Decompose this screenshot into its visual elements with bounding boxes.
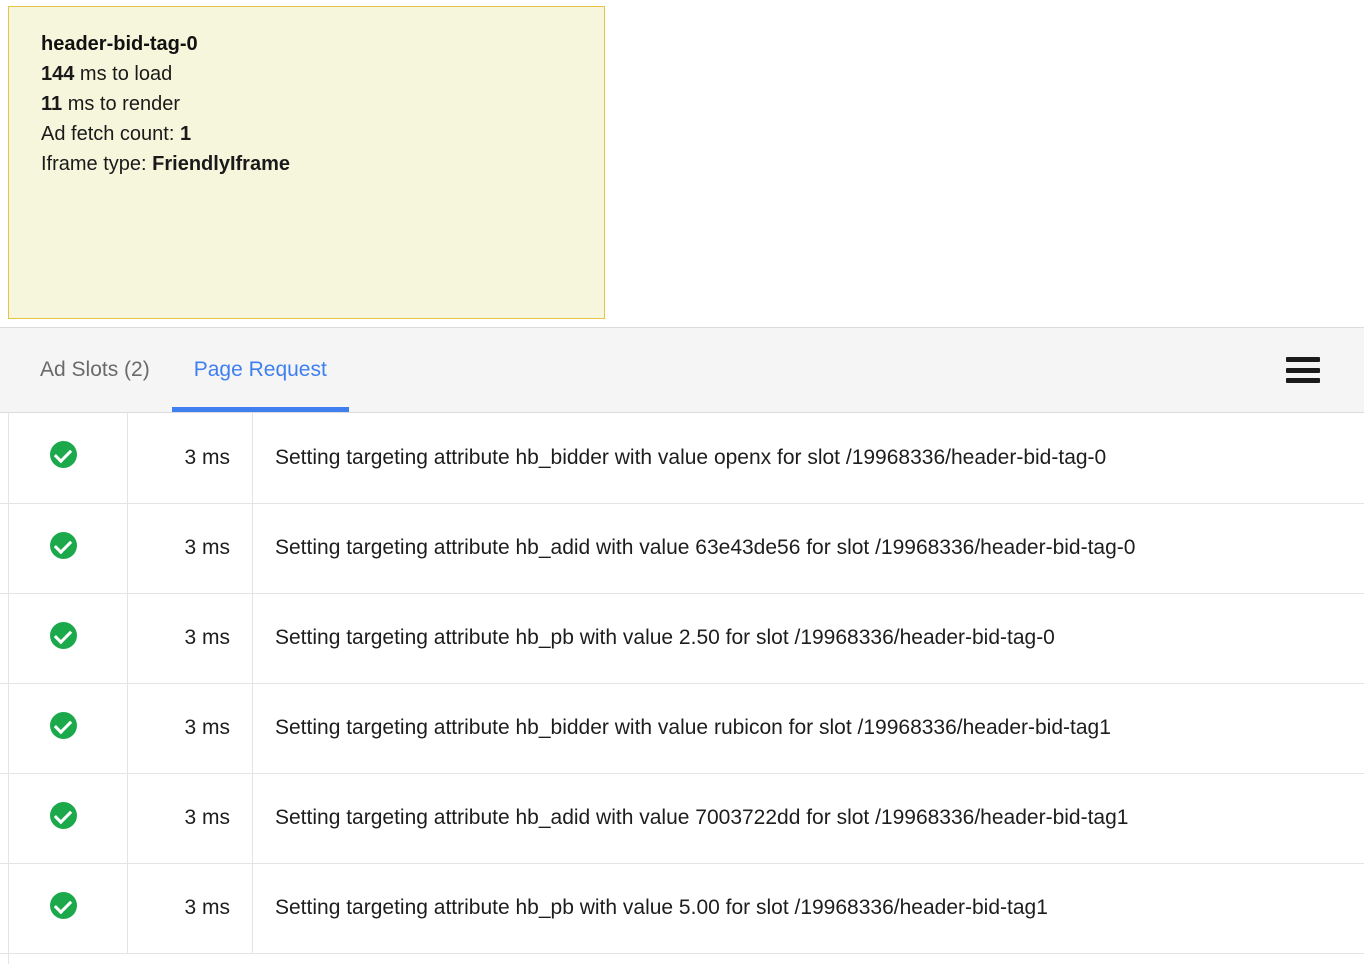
success-icon [50,622,77,649]
ad-fetch-count-label: Ad fetch count: [41,123,180,145]
row-message-cell: Setting targeting attribute hb_pb with value 2.50 for slot /19968336/header-bid-tag-0 [253,593,1364,683]
render-time-line [41,89,604,119]
iframe-type-label: Iframe type: [41,153,153,175]
ad-fetch-count-line [41,119,604,149]
row-status-cell [0,503,128,593]
ad-fetch-count-value: 1 [179,123,192,145]
row-message-cell: Setting targeting attribute hb_bidder with value openx for slot /19968336/header-bid-tag-0 [253,413,1364,503]
success-icon [50,802,77,829]
ad-slot-name: header-bid-tag-0 [41,33,198,55]
row-message-cell: Setting targeting attribute hb_adid with value 7003722dd for slot /19968336/header-bid-tag1 [253,773,1364,863]
render-time-value: 11 [41,93,63,115]
iframe-type-line [41,149,604,179]
row-time-cell: 3 ms [128,863,253,953]
row-status-cell [0,593,128,683]
table-row[interactable] [0,773,1364,863]
row-message-cell: Setting targeting attribute hb_bidder with value rubicon for slot /19968336/header-bid-tag1 [253,683,1364,773]
tab-ad-slots[interactable] [18,328,172,412]
row-status-cell [0,773,128,863]
row-time-cell: 3 ms [128,593,253,683]
table-row[interactable] [0,683,1364,773]
row-status-cell [0,863,128,953]
success-icon [50,441,77,468]
ad-slot-info-card [8,6,605,319]
row-time-cell: 3 ms [128,683,253,773]
load-time-label: ms to load [74,63,173,85]
success-icon [50,892,77,919]
table-row[interactable] [0,413,1364,503]
row-status-cell [0,683,128,773]
table-row[interactable] [0,863,1364,953]
render-time-label: ms to render [62,93,180,115]
table-row[interactable] [0,503,1364,593]
tab-ad-slots-label: Ad Slots (2) [40,358,150,381]
tab-page-request-label: Page Request [193,358,327,381]
tab-bar [0,327,1364,413]
success-icon [50,532,77,559]
load-time-line [41,59,604,89]
iframe-type-value: FriendlyIframe [152,153,290,175]
tab-bar-spacer [349,328,1268,412]
hamburger-menu-icon [1286,357,1320,383]
load-time-value: 144 [41,63,75,85]
hamburger-menu-button[interactable] [1268,328,1338,412]
page-request-log-body [0,413,1364,953]
tab-page-request[interactable] [172,328,349,412]
page-request-log-table [0,413,1364,954]
row-time-cell: 3 ms [128,773,253,863]
table-row[interactable] [0,593,1364,683]
row-time-cell: 3 ms [128,503,253,593]
success-icon [50,712,77,739]
row-message-cell: Setting targeting attribute hb_pb with value 5.00 for slot /19968336/header-bid-tag1 [253,863,1364,953]
row-status-cell [0,413,128,503]
row-time-cell: 3 ms [128,413,253,503]
row-message-cell: Setting targeting attribute hb_adid with value 63e43de56 for slot /19968336/header-bid-tag-0 [253,503,1364,593]
